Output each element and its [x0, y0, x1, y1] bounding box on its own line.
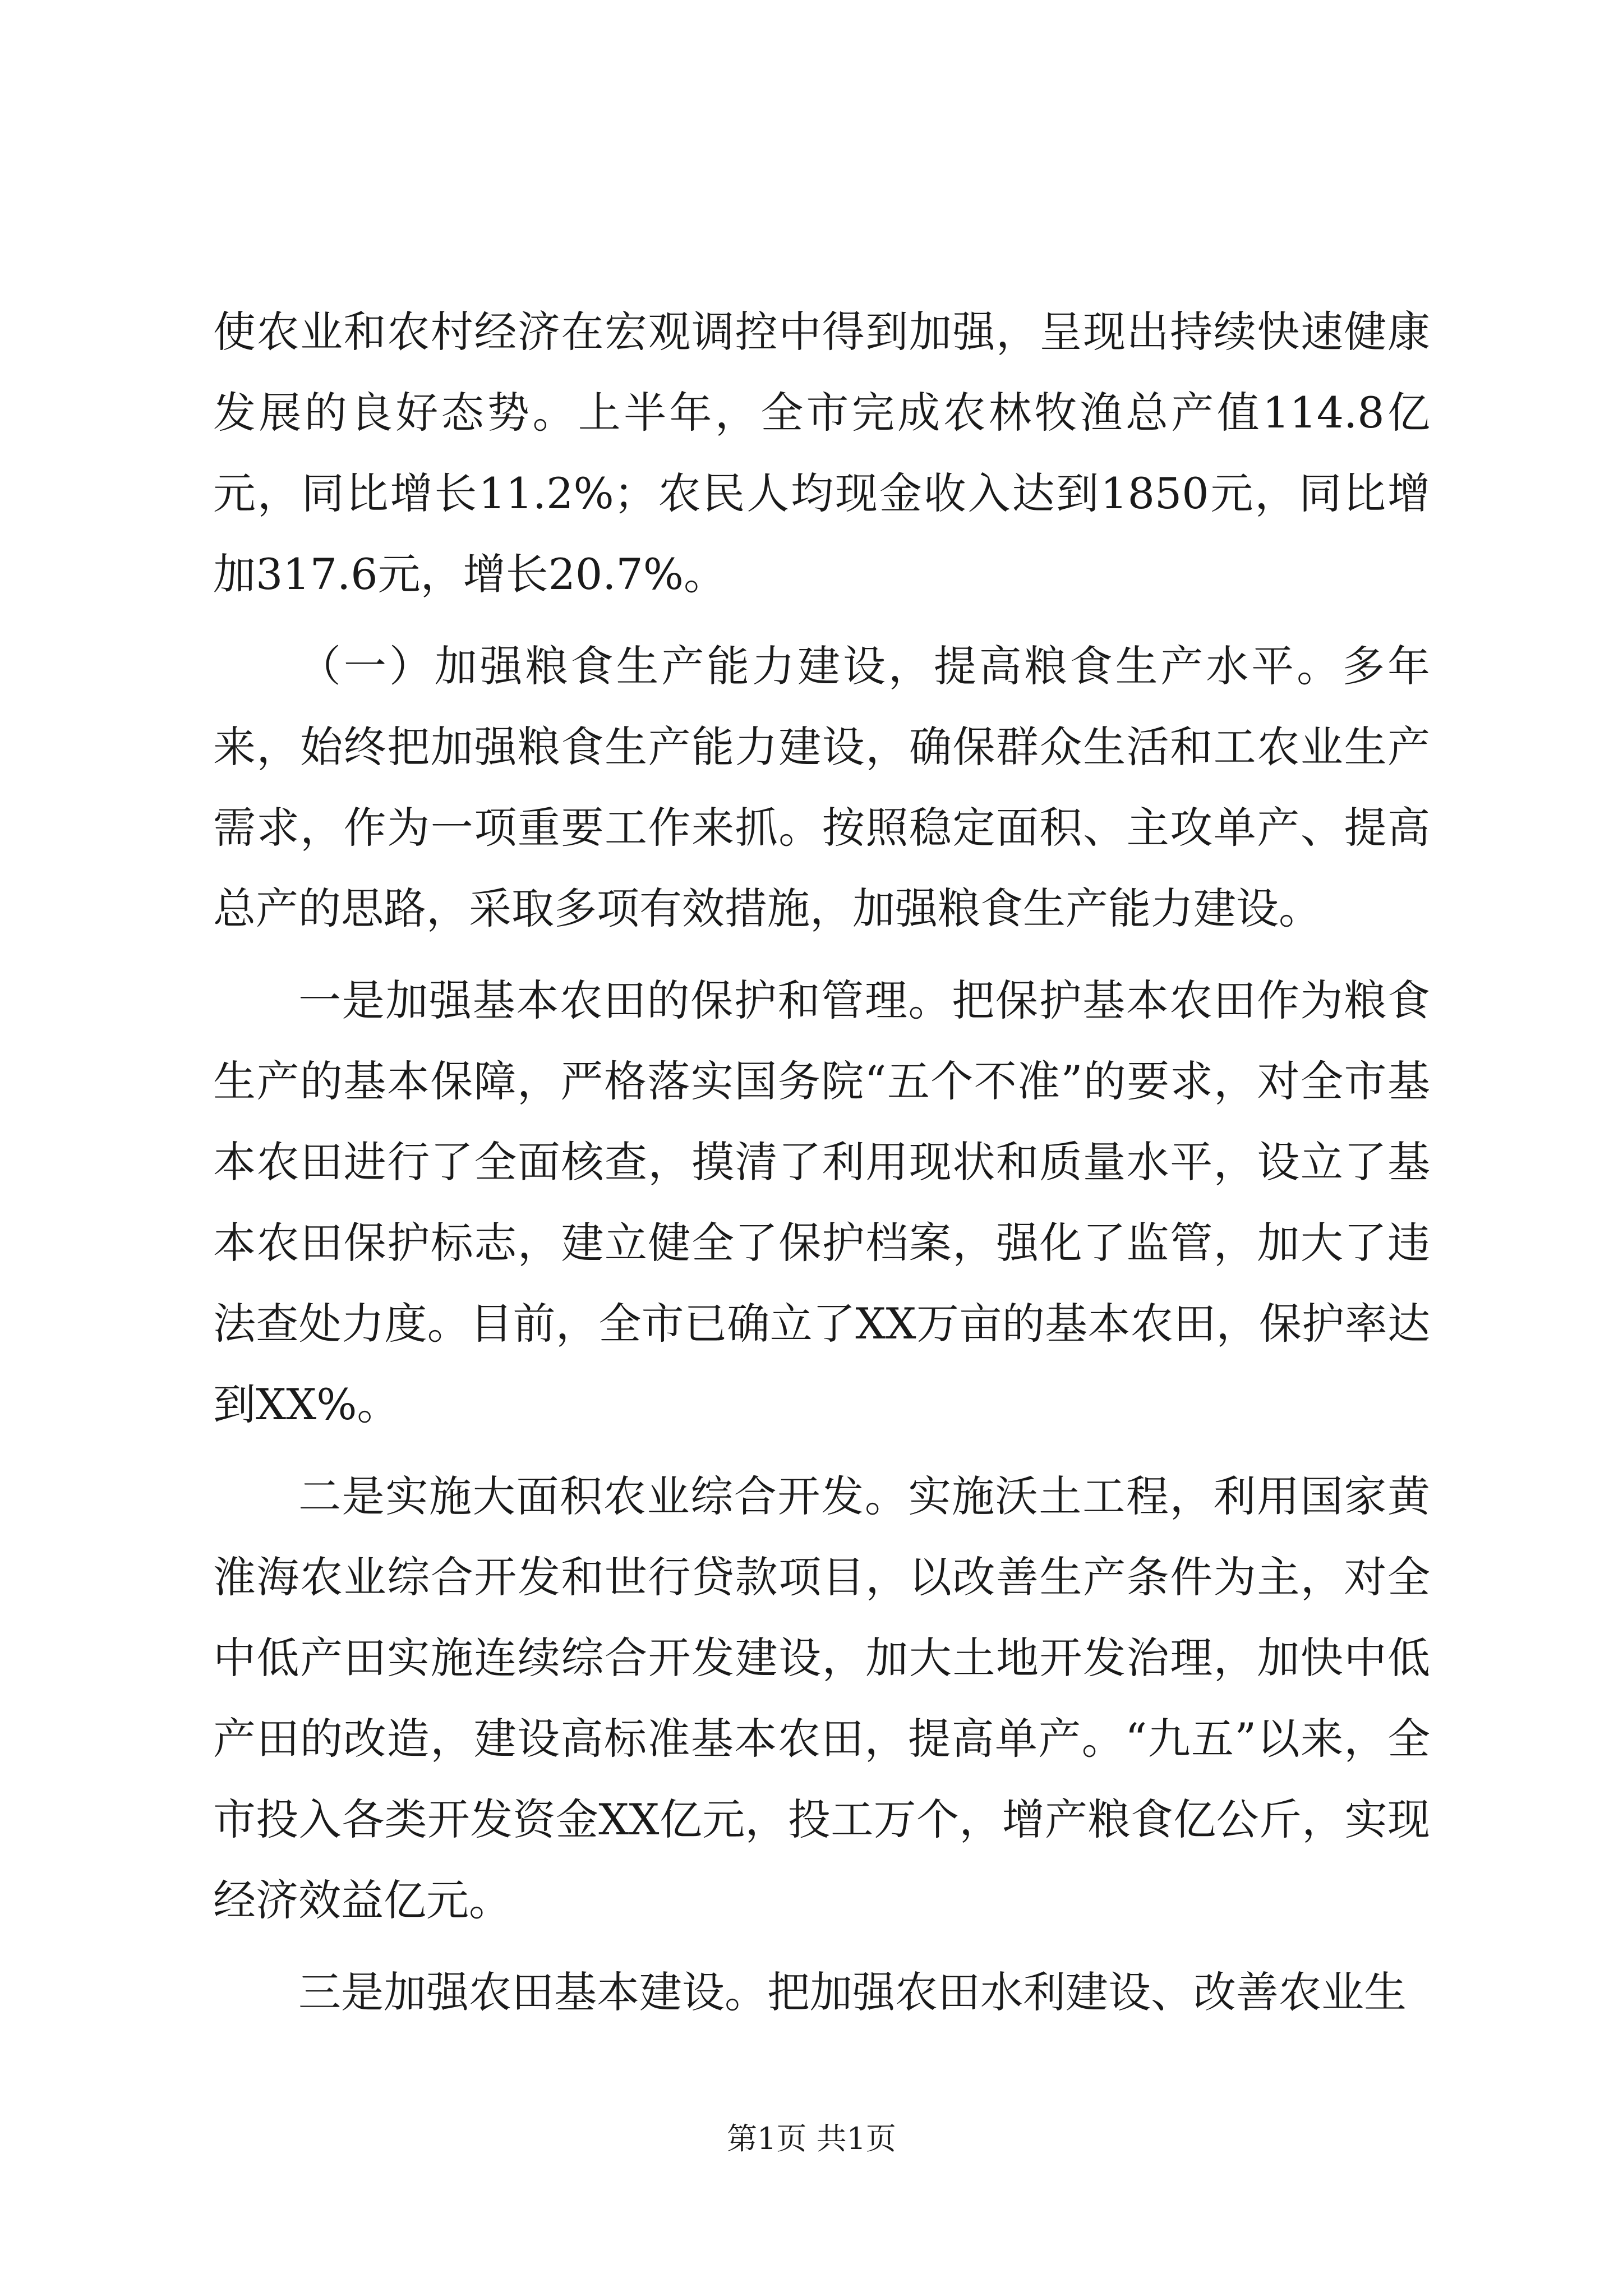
paragraph-1: 使农业和农村经济在宏观调控中得到加强，呈现出持续快速健康发展的良好态势。上半年，全市完成农林牧渔总产值114.8亿元，同比增长11.2%；农民人均现金收入达到1850元，同比增加317.6元，增长20.7%。	[213, 307, 1430, 599]
paragraph-3: 一是加强基本农田的保护和管理。把保护基本农田作为粮食生产的基本保障，严格落实国务院“五个不准”的要求，对全市基本农田进行了全面核查，摸清了利用现状和质量水平，设立了基本农田保护标志，建立健全了保护档案，强化了监管，加大了违法查处力度。目前，全市已确立了XX万亩的基本农田，保护率达到XX%。	[213, 976, 1430, 1429]
paragraph-2: （一）加强粮食生产能力建设，提高粮食生产水平。多年来，始终把加强粮食生产能力建设，确保群众生活和工农业生产需求，作为一项重要工作来抓。按照稳定面积、主攻单产、提高总产的思路，采取多项有效措施，加强粮食生产能力建设。	[213, 641, 1430, 933]
page-footer: 第1页 共1页	[727, 2121, 896, 2156]
document-body	[213, 292, 1430, 2044]
paragraph-5: 三是加强农田基本建设。把加强农田水利建设、改善农业生	[298, 1967, 1407, 2017]
paragraph-4: 二是实施大面积农业综合开发。实施沃土工程，利用国家黄淮海农业综合开发和世行贷款项目，以改善生产条件为主，对全中低产田实施连续综合开发建设，加大土地开发治理，加快中低产田的改造，建设高标准基本农田，提高单产。“九五”以来，全市投入各类开发资金XX亿元，投工万个，增产粮食亿公斤，实现经济效益亿元。	[213, 1471, 1430, 1925]
